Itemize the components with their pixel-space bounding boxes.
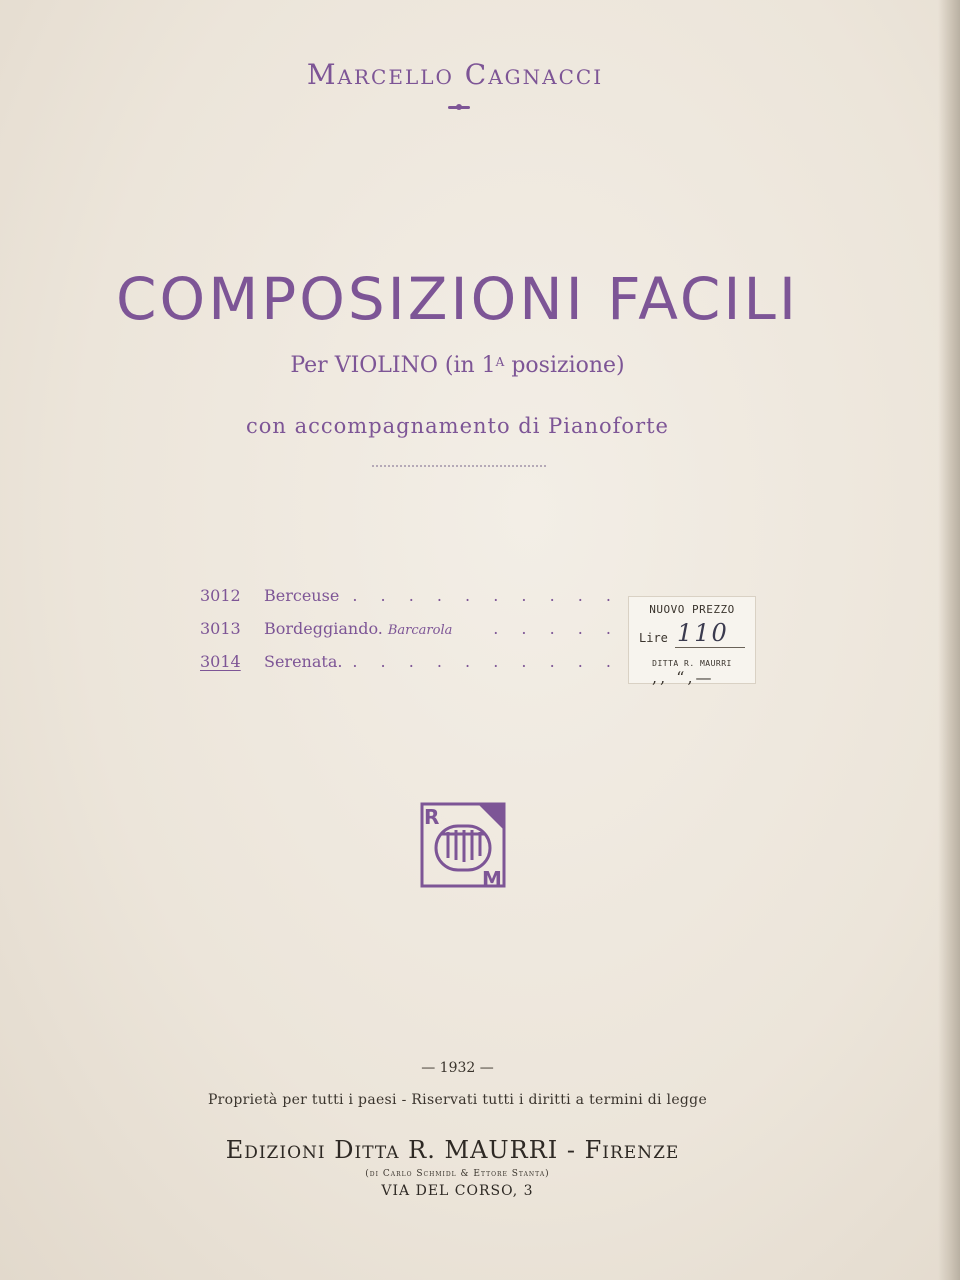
page-title: COMPOSIZIONI FACILI	[116, 265, 799, 333]
works-list	[200, 586, 620, 685]
publisher-owners: (di Carlo Schmidl & Ettore Stanta)	[365, 1169, 550, 1179]
work-title: Bordeggiando.	[264, 619, 383, 638]
work-row-3013	[200, 619, 620, 652]
work-name	[264, 652, 342, 671]
subtitle-instrument	[0, 353, 915, 378]
price-sticker-seller: DITTA R. MAURRI	[652, 659, 732, 668]
subtitle-prefix: Per VIOLINO (in 1	[290, 353, 496, 378]
publisher-address: VIA DEL CORSO, 3	[381, 1183, 534, 1199]
price-value-handwritten: 110	[677, 619, 729, 647]
work-title: Serenata.	[264, 652, 343, 671]
work-row-3014	[200, 652, 620, 685]
price-sticker-heading: NUOVO PREZZO	[649, 603, 735, 616]
work-number: 3014	[200, 652, 241, 671]
rights-notice: Proprietà per tutti i paesi - Riservati tutti i diritti a termini di legge	[207, 1092, 708, 1108]
work-number: 3012	[200, 586, 241, 605]
subtitle-accompaniment: con accompagnamento di Pianoforte	[246, 414, 669, 438]
work-name	[264, 619, 452, 638]
work-row-3012	[200, 586, 620, 619]
work-number: 3013	[200, 619, 241, 638]
work-name	[264, 586, 339, 605]
leader-dots: . . . . . . . . . .	[352, 586, 620, 605]
subtitle-suffix: posizione)	[504, 353, 625, 378]
subtitle-superscript: A	[495, 355, 505, 369]
rm-publisher-logo-icon	[418, 800, 508, 890]
composer-ornament-dot	[456, 104, 462, 110]
leader-dots: . . . . .	[493, 619, 620, 638]
divider-rule	[372, 465, 546, 467]
work-subtitle: Barcarola	[387, 623, 453, 638]
price-currency: Lire	[639, 631, 668, 645]
logo-letter-m: M	[482, 867, 502, 890]
leader-dots: . . . . . . . . . .	[352, 652, 620, 671]
ditto-marks: ,, “,—	[652, 668, 715, 687]
publication-year: — 1932 —	[421, 1060, 494, 1076]
publisher-name: Edizioni Ditta R. MAURRI - Firenze	[225, 1136, 680, 1164]
composer-name: Marcello Cagnacci	[306, 58, 604, 91]
page-edge-shadow	[938, 0, 960, 1280]
price-underline	[675, 647, 745, 648]
logo-letter-r: R	[424, 805, 440, 829]
work-title: Berceuse	[264, 586, 340, 605]
